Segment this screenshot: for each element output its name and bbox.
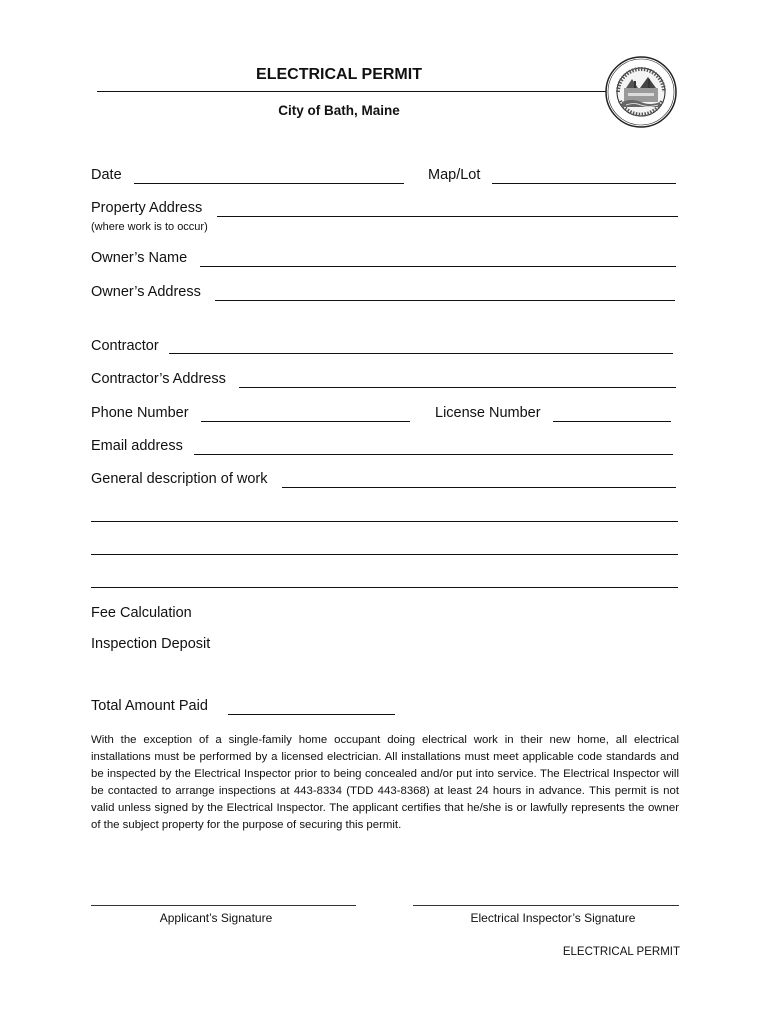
- phone-field[interactable]: [201, 421, 410, 422]
- description-line-2[interactable]: [91, 521, 678, 522]
- description-line-3[interactable]: [91, 554, 678, 555]
- permit-notice: With the exception of a single-family home occupant doing electrical work in their new home, all electrical installations must be performed by a licensed electrician. All installations must meet applicable code standards and be inspected by the Electrical Inspector prior to being concealed and/or put into service. The Electrical Inspector will be contacted to arrange inspections at 443-8334 (TDD 443-8368) at least 24 hours in advance. This permit is not valid unless signed by the Electrical Inspector. The applicant certifies that he/she is or lawfully represents the owner of the subject property for the purpose of securing this permit.: [91, 734, 679, 832]
- property-address-label: Property Address: [91, 200, 203, 216]
- applicant-signature-label: Applicant’s Signature: [159, 911, 273, 925]
- property-address-field[interactable]: [217, 216, 678, 217]
- email-field[interactable]: [194, 454, 673, 455]
- owner-address-field[interactable]: [215, 300, 675, 301]
- date-label: Date: [91, 167, 122, 183]
- owner-name-field[interactable]: [200, 266, 676, 267]
- email-label: Email address: [91, 438, 183, 454]
- fee-calculation-label: Fee Calculation: [91, 605, 192, 621]
- page-title: ELECTRICAL PERMIT: [256, 66, 422, 83]
- date-field[interactable]: [134, 183, 404, 184]
- inspection-deposit-label: Inspection Deposit: [91, 636, 211, 652]
- phone-label: Phone Number: [91, 405, 189, 421]
- owner-name-label: Owner’s Name: [91, 250, 188, 266]
- contractor-address-field[interactable]: [239, 387, 676, 388]
- contractor-address-label: Contractor’s Address: [91, 371, 226, 387]
- page-footer: ELECTRICAL PERMIT: [562, 946, 680, 958]
- description-field[interactable]: [282, 487, 676, 488]
- contractor-field[interactable]: [169, 353, 673, 354]
- title-rule: [97, 91, 617, 92]
- total-paid-label: Total Amount Paid: [91, 698, 208, 714]
- page-subtitle: City of Bath, Maine: [278, 103, 400, 118]
- applicant-signature-line[interactable]: [91, 905, 356, 906]
- description-label: General description of work: [91, 471, 268, 487]
- owner-address-label: Owner’s Address: [91, 284, 201, 300]
- inspector-signature-label: Electrical Inspector’s Signature: [470, 911, 636, 925]
- contractor-label: Contractor: [91, 338, 159, 354]
- total-paid-field[interactable]: [228, 714, 395, 715]
- license-label: License Number: [435, 405, 541, 421]
- map-lot-field[interactable]: [492, 183, 676, 184]
- city-seal-icon: [604, 55, 678, 129]
- map-lot-label: Map/Lot: [428, 167, 481, 183]
- property-address-note: (where work is to occur): [91, 221, 208, 233]
- license-field[interactable]: [553, 421, 671, 422]
- description-line-4[interactable]: [91, 587, 678, 588]
- inspector-signature-line[interactable]: [413, 905, 679, 906]
